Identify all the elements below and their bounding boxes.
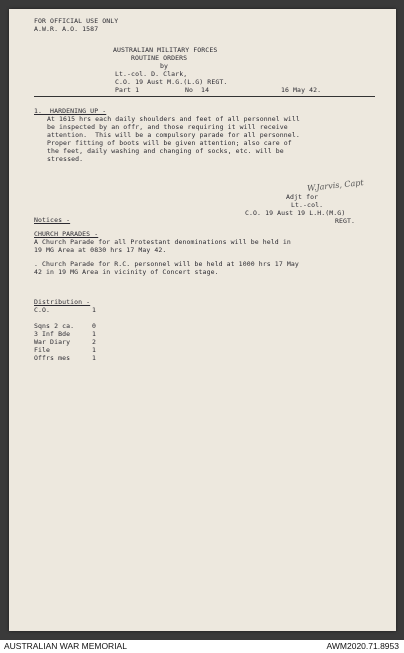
part-number: Part 1 — [115, 86, 140, 94]
heading-unit: C.O. 19 Aust M.G.(L.G) REGT. — [115, 78, 228, 86]
distribution-label: War Diary — [34, 338, 71, 346]
distribution-qty: 1 — [92, 346, 97, 354]
item1-line: attention. This will be a compulsory parade for all personnel. — [47, 131, 300, 139]
item1-line: be inspected by an offr, and those requiring it will receive — [47, 123, 288, 131]
distribution-heading: Distribution - — [34, 298, 91, 306]
distribution-qty: 1 — [92, 354, 97, 362]
adjutant-line: C.O. 19 Aust 19 L.H.(M.G) — [245, 209, 346, 217]
distribution-label: File — [34, 346, 51, 354]
item1-line: Proper fitting of boots will be given attention; also care of — [47, 139, 292, 147]
distribution-label: Offrs mes — [34, 354, 71, 362]
distribution-qty: 0 — [92, 322, 97, 330]
church-notice-line: . Church Parade for R.C. personnel will be held at 1000 hrs 17 May — [34, 260, 299, 268]
order-number: No 14 — [185, 86, 210, 94]
notices-heading: Notices - — [34, 216, 71, 224]
distribution-qty: 2 — [92, 338, 97, 346]
heading-by: by — [160, 62, 169, 70]
item1-line: the feet, daily washing and changing of socks, etc. will be — [47, 147, 284, 155]
header-rule — [34, 96, 375, 97]
church-notice-line: A Church Parade for all Protestant denominations will be held in — [34, 238, 291, 246]
church-notice-line: 42 in 19 MG Area in vicinity of Concert stage. — [34, 268, 219, 276]
heading-forces: AUSTRALIAN MILITARY FORCES — [113, 46, 218, 54]
adjutant-line: Adjt for — [286, 193, 319, 201]
distribution-qty: 1 — [92, 306, 97, 314]
distribution-label: Sqns 2 ca. — [34, 322, 75, 330]
order-date: 16 May 42. — [281, 86, 322, 94]
church-parades-heading: CHURCH PARADES - — [34, 230, 99, 238]
item1-line: stressed. — [47, 155, 84, 163]
classification-label: FOR OFFICIAL USE ONLY — [34, 17, 119, 25]
item1-line: At 1615 hrs each daily shoulders and feet of all personnel will — [47, 115, 300, 123]
footer-accession-number: AWM2020.71.8953 — [326, 641, 399, 651]
heading-commander: Lt.-col. D. Clark, — [115, 70, 188, 78]
church-notice-line: 19 MG Area at 0830 hrs 17 May 42. — [34, 246, 167, 254]
item1-title: 1. HARDENING UP - — [34, 107, 107, 115]
distribution-label: C.O. — [34, 306, 51, 314]
heading-routine-orders: ROUTINE ORDERS — [131, 54, 188, 62]
document-page — [9, 9, 396, 631]
footer-institution: AUSTRALIAN WAR MEMORIAL — [4, 641, 127, 651]
footer-bar — [0, 640, 404, 653]
awr-reference: A.W.R. A.O. 1587 — [34, 25, 99, 33]
handwritten-signature: W.Jarvis, Capt — [306, 178, 364, 193]
adjutant-line: REGT. — [335, 217, 356, 225]
adjutant-line: Lt.-col. — [291, 201, 324, 209]
distribution-qty: 1 — [92, 330, 97, 338]
distribution-label: 3 Inf Bde — [34, 330, 71, 338]
